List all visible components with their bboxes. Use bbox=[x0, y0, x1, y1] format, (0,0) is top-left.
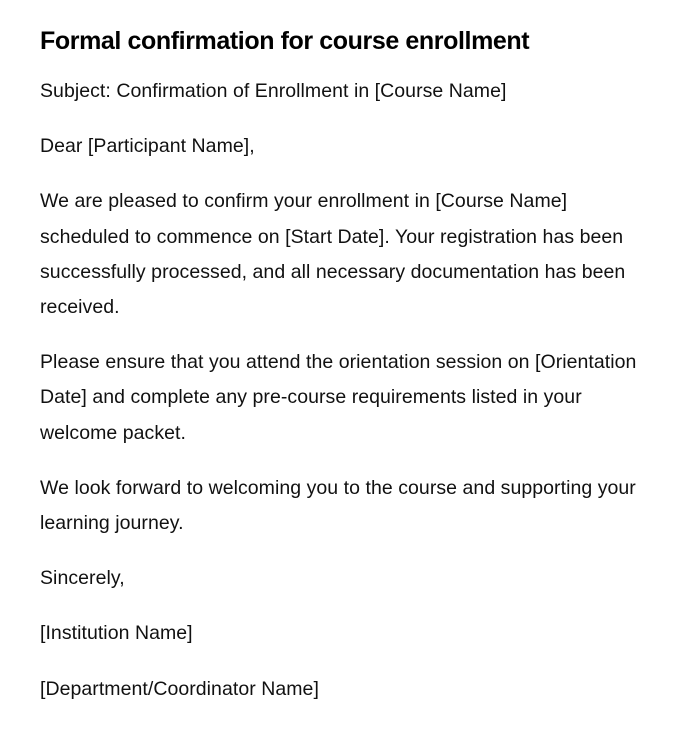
body-paragraph-enrollment: We are pleased to confirm your enrollment in [Course Name] scheduled to commence on [Start Date]. Your registration has been successfully processed, and all necessary documentation has been received. bbox=[40, 190, 626, 319]
document-title: Formal confirmation for course enrollment bbox=[40, 27, 530, 55]
body-paragraph-orientation: Please ensure that you attend the orientation session on [Orientation Date] and complete any pre-course requirements listed in your welcome packet. bbox=[40, 351, 637, 444]
body-paragraph-welcome: We look forward to welcoming you to the course and supporting your learning journey. bbox=[40, 476, 636, 535]
signature-department: [Department/Coordinator Name] bbox=[40, 677, 319, 700]
signature-institution: [Institution Name] bbox=[40, 622, 193, 645]
closing: Sincerely, bbox=[40, 567, 125, 590]
subject-line: Subject: Confirmation of Enrollment in [Course Name] bbox=[40, 80, 507, 102]
salutation: Dear [Participant Name], bbox=[40, 135, 255, 158]
